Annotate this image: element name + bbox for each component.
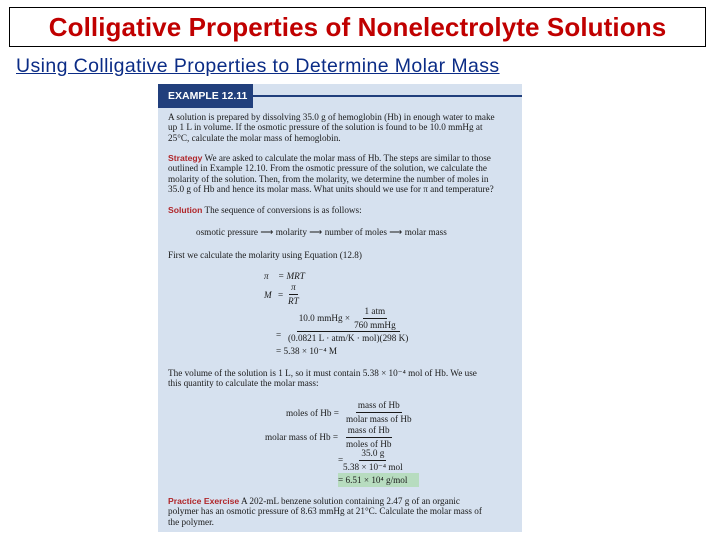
- problem-line: A solution is prepared by dissolving 35.0 g of hemoglobin (Hb) in enough water to make: [168, 112, 495, 122]
- conversion-denominator: 760 mmHg: [354, 319, 396, 330]
- first-calc-line: First we calculate the molarity using Equation (12.8): [168, 250, 362, 260]
- volume-line: this quantity to calculate the molar mass:: [168, 378, 319, 389]
- eq1-right: = MRT: [278, 271, 305, 281]
- conversion-sequence: [196, 227, 447, 237]
- example-header: EXAMPLE 12.11: [158, 84, 253, 108]
- calc-denominator: (0.0821 L · atm/K · mol)(298 K): [288, 333, 409, 343]
- molar-fraction: [344, 425, 393, 449]
- calc-conversion: [352, 306, 398, 330]
- strategy-line: 35.0 g of Hb and hence its molar mass. What units should we use for π and temperature?: [168, 184, 494, 195]
- strategy-line: outlined in Example 12.10. From the osmotic pressure of the solution, we calculate the: [168, 163, 487, 174]
- volume-line: The volume of the solution is 1 L, so it must contain 5.38 × 10⁻⁴ mol of Hb. We use: [168, 368, 477, 378]
- strategy-text: [168, 153, 494, 195]
- solution-intro: The sequence of conversions is as follows:: [204, 205, 362, 215]
- molar-denominator: moles of Hb: [346, 438, 392, 449]
- final-result: = 6.51 × 10⁴ g/mol: [338, 475, 408, 485]
- eq2-fraction: [286, 282, 301, 306]
- moles-left: moles of Hb =: [286, 408, 339, 418]
- conversion-numerator: 1 atm: [363, 306, 388, 319]
- practice-text: [168, 496, 482, 527]
- calc-fraction: [286, 306, 410, 344]
- conversion-step: number of moles: [324, 227, 387, 237]
- strategy-line: molarity of the solution. Then, from the molarity, we determine the number of moles in: [168, 173, 489, 184]
- header-rule: [253, 95, 522, 97]
- calc-equals: =: [276, 330, 282, 340]
- final-denominator: 5.38 × 10⁻⁴ mol: [343, 461, 403, 472]
- final-numerator: 35.0 g: [359, 448, 386, 461]
- conversion-step: osmotic pressure: [196, 227, 259, 237]
- slide-title-box: [9, 7, 706, 47]
- strategy-label: Strategy: [168, 153, 203, 163]
- slide-title: Colligative Properties of Nonelectrolyte Solutions: [48, 11, 667, 42]
- conversion-step: molar mass: [404, 227, 447, 237]
- molar-numerator: mass of Hb: [346, 425, 392, 438]
- final-fraction: [341, 448, 405, 472]
- eq2-left: M: [264, 290, 272, 300]
- conversion-step: molarity: [275, 227, 307, 237]
- moles-numerator: mass of Hb: [356, 400, 402, 413]
- problem-text: [168, 112, 495, 143]
- calc-numerator: [297, 306, 400, 332]
- calc-result: = 5.38 × 10⁻⁴ M: [276, 346, 338, 356]
- solution-line: [168, 205, 362, 215]
- strategy-line: We are asked to calculate the molar mass of Hb. The steps are similar to those: [204, 153, 491, 163]
- practice-label: Practice Exercise: [168, 496, 240, 506]
- practice-line: A 202-mL benzene solution containing 2.47 g of an organic: [241, 496, 460, 506]
- eq1-left: π: [264, 271, 269, 281]
- problem-line: 25°C, calculate the molar mass of hemoglobin.: [168, 132, 341, 143]
- molar-left: molar mass of Hb =: [265, 432, 339, 442]
- moles-denominator: molar mass of Hb: [346, 413, 412, 424]
- eq2-equals: =: [278, 290, 284, 300]
- volume-text: [168, 368, 477, 389]
- arrow-icon: ⟶: [389, 227, 403, 237]
- eq2-denominator: RT: [288, 295, 299, 306]
- problem-line: up 1 L in volume. If the osmotic pressure of the solution is found to be 10.0 mmHg at: [168, 122, 483, 133]
- practice-line: the polymer.: [168, 516, 214, 527]
- final-equals: =: [338, 455, 344, 465]
- arrow-icon: ⟶: [309, 227, 323, 237]
- calc-value: 10.0 mmHg ×: [298, 312, 351, 323]
- moles-fraction: [344, 400, 414, 424]
- example-panel: [158, 84, 522, 532]
- slide-subtitle: Using Colligative Properties to Determine Molar Mass: [16, 55, 500, 77]
- practice-line: polymer has an osmotic pressure of 8.63 mmHg at 21°C. Calculate the molar mass of: [168, 506, 482, 517]
- arrow-icon: ⟶: [260, 227, 274, 237]
- eq2-numerator: π: [289, 282, 298, 295]
- solution-label: Solution: [168, 205, 203, 215]
